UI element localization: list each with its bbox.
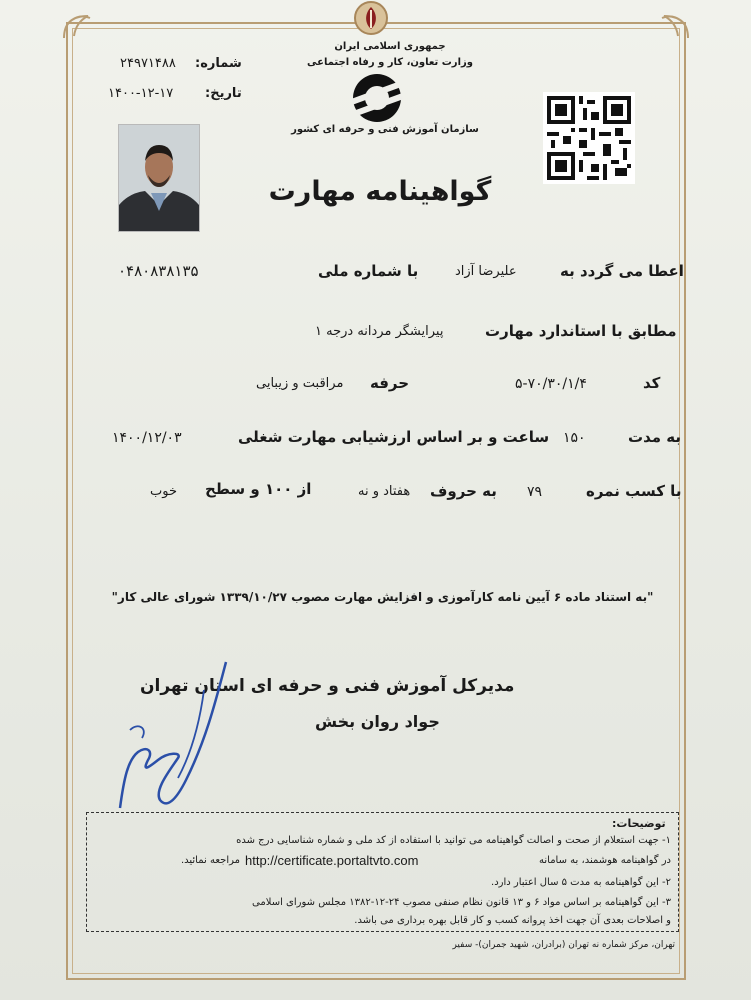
signatory-name: جواد روان بخش bbox=[315, 712, 440, 731]
note-line-1: ۱- جهت استعلام از صحت و اصالت گواهینامه می توانید با استفاده از کد ملی و شماره شناسایی درج شده bbox=[236, 835, 671, 846]
in-words-value: هفتاد و نه bbox=[358, 484, 411, 499]
signatory-title: مدیرکل آموزش فنی و حرفه ای استان تهران bbox=[140, 676, 515, 696]
tvto-logo-icon bbox=[345, 70, 409, 126]
recipient-name: علیرضا آزاد bbox=[455, 264, 517, 279]
code-value: ۵-۷۰/۳۰/۱/۴ bbox=[515, 376, 587, 392]
note-line-2-end: مراجعه نمائید. bbox=[180, 855, 240, 866]
national-id-value: ۰۴۸۰۸۳۸۱۳۵ bbox=[118, 262, 199, 280]
duration-text: ساعت و بر اساس ارزشیابی مهارت شغلی bbox=[238, 428, 550, 446]
notes-heading: توضیحات: bbox=[612, 817, 666, 830]
corner-ornament-icon bbox=[62, 12, 102, 40]
score-value: ۷۹ bbox=[527, 484, 543, 500]
standard-label: مطابق با استاندارد مهارت bbox=[485, 322, 677, 340]
trade-label: حرفه bbox=[370, 374, 410, 392]
level-value: خوب bbox=[150, 484, 177, 499]
organization-title: سازمان آموزش فنی و حرفه ای کشور bbox=[291, 124, 479, 135]
qr-code-icon bbox=[543, 92, 635, 184]
legal-basis-statement: "به استناد ماده ۶ آیین نامه کارآموزی و افزایش مهارت مصوب ۱۳۳۹/۱۰/۲۷ شورای عالی کار" bbox=[111, 590, 654, 604]
granted-label: اعطا می گردد به bbox=[560, 262, 684, 280]
ministry-title: وزارت تعاون، کار و رفاه اجتماعی bbox=[307, 57, 473, 68]
in-words-label: به حروف bbox=[430, 482, 497, 500]
code-label: کد bbox=[643, 374, 661, 392]
note-line-5: و اصلاحات بعدی آن جهت اخذ پروانه کسب و کار قابل بهره برداری می باشد. bbox=[354, 915, 671, 926]
duration-label: به مدت bbox=[628, 428, 681, 446]
number-label: شماره: bbox=[195, 56, 242, 71]
signature-icon bbox=[108, 660, 228, 820]
holder-photo bbox=[118, 124, 200, 232]
note-line-2-start: در گواهینامه هوشمند، به سامانه bbox=[539, 855, 671, 866]
verification-url: http://certificate.portaltvto.com bbox=[245, 853, 419, 868]
certificate-title: گواهینامه مهارت bbox=[268, 176, 492, 207]
of-label: از ۱۰۰ و سطح bbox=[205, 480, 312, 498]
duration-value: ۱۵۰ bbox=[563, 430, 586, 446]
date-label: تاریخ: bbox=[205, 86, 242, 101]
standard-value: پیرایشگر مردانه درجه ۱ bbox=[315, 324, 444, 339]
state-emblem-icon bbox=[352, 0, 390, 36]
number-value: ۲۴۹۷۱۴۸۸ bbox=[120, 56, 176, 71]
national-id-label: با شماره ملی bbox=[318, 262, 419, 280]
note-line-4: ۳- این گواهینامه بر اساس مواد ۶ و ۱۳ قانون نظام صنفی مصوب ۲۴-۱۲-۱۳۸۲ مجلس شورای اسلامی bbox=[252, 897, 671, 908]
evaluation-date: ۱۴۰۰/۱۲/۰۳ bbox=[112, 430, 182, 446]
footer-address: تهران، مرکز شماره نه تهران (برادران، شهید جمران)- سفیر bbox=[452, 940, 675, 950]
note-line-3: ۲- این گواهینامه به مدت ۵ سال اعتبار دارد. bbox=[491, 877, 671, 888]
corner-ornament-icon bbox=[650, 12, 690, 40]
trade-value: مراقبت و زیبایی bbox=[256, 376, 344, 391]
date-value: ۱۴۰۰-۱۲-۱۷ bbox=[108, 86, 174, 101]
score-label: با کسب نمره bbox=[586, 482, 682, 500]
republic-title: جمهوری اسلامی ایران bbox=[334, 41, 446, 52]
notes-box bbox=[86, 812, 679, 932]
